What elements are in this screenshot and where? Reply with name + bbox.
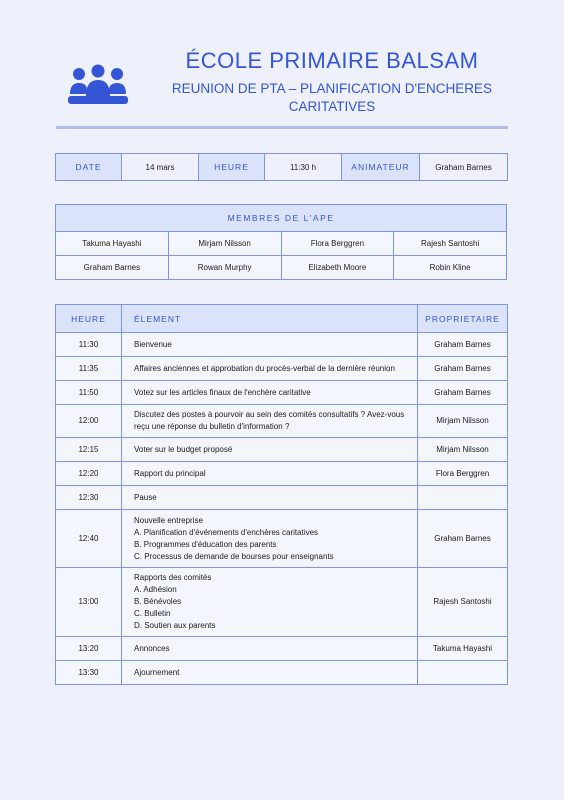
agenda-item-line: Affaires anciennes et approbation du procès-verbal de la dernière réunion [134, 363, 395, 373]
agenda-item-line: Bienvenue [134, 339, 172, 349]
agenda-item-line: Rapport du principal [134, 468, 206, 478]
agenda-item-line: Votez sur les articles finaux de l'enchère caritative [134, 387, 311, 397]
agenda-item [122, 438, 418, 462]
agenda-item-line: reçu une réponse du bulletin d'information ? [134, 422, 290, 431]
time-label: HEURE [199, 154, 265, 181]
member-name: Takuma Hayashi [56, 232, 169, 256]
agenda-item-line: C. Bulletin [134, 609, 171, 618]
agenda-time: 12:30 [56, 486, 122, 510]
agenda-owner: Mirjam Nilsson [418, 438, 508, 462]
header-divider [56, 126, 508, 129]
agenda-owner: Takuma Hayashi [418, 637, 508, 661]
meeting-info-table [55, 153, 508, 181]
members-table [55, 204, 507, 280]
agenda-item [122, 637, 418, 661]
agenda-owner: Graham Barnes [418, 333, 508, 357]
agenda-item-line: Ajournement [134, 667, 180, 677]
agenda-item-line: A. Planification d'événements d'enchères caritatives [134, 527, 319, 537]
agenda-owner: Mirjam Nilsson [418, 405, 508, 438]
agenda-item-line: D. Soutien aux parents [134, 621, 216, 630]
agenda-owner: Rajesh Santoshi [418, 568, 508, 637]
agenda-row [56, 438, 508, 462]
agenda-item-line: Nouvelle entreprise [134, 515, 203, 525]
agenda-item [122, 381, 418, 405]
agenda-row [56, 486, 508, 510]
agenda-item-line: Rapports des comités [134, 573, 212, 582]
agenda-time: 12:15 [56, 438, 122, 462]
agenda-owner: Flora Berggren [418, 462, 508, 486]
people-group-icon [68, 64, 128, 106]
agenda-item-line: A. Adhésion [134, 585, 177, 594]
subtitle-line-2: CARITATIVES [288, 99, 376, 114]
agenda-item-line: Pause [134, 492, 157, 502]
agenda-owner: Graham Barnes [418, 357, 508, 381]
agenda-item [122, 486, 418, 510]
agenda-owner: Graham Barnes [418, 381, 508, 405]
agenda-time: 11:35 [56, 357, 122, 381]
time-value: 11:30 h [265, 154, 342, 181]
agenda-body [56, 333, 508, 685]
agenda-time: 12:00 [56, 405, 122, 438]
agenda-time: 13:00 [56, 568, 122, 637]
agenda-item [122, 510, 418, 568]
document-header [56, 46, 508, 128]
agenda-item [122, 333, 418, 357]
agenda-item-line: Voter sur le budget proposé [134, 444, 233, 454]
agenda-item-line: Annonces [134, 643, 170, 653]
agenda-time: 12:40 [56, 510, 122, 568]
agenda-time: 12:20 [56, 462, 122, 486]
subtitle-line-1: REUNION DE PTA – PLANIFICATION D'ENCHERES [171, 81, 493, 96]
members-heading: MEMBRES DE L'APE [56, 205, 507, 232]
host-label: ANIMATEUR [342, 154, 420, 181]
agenda-row [56, 637, 508, 661]
agenda-time: 13:20 [56, 637, 122, 661]
agenda-col-time: HEURE [56, 305, 122, 333]
members-row [56, 256, 507, 280]
agenda-row [56, 357, 508, 381]
agenda-item [122, 462, 418, 486]
agenda-item-line: B. Programmes d'éducation des parents [134, 539, 277, 549]
agenda-time: 11:50 [56, 381, 122, 405]
agenda-row [56, 333, 508, 357]
agenda-col-item: ÉLEMENT [122, 305, 418, 333]
member-name: Robin Kline [394, 256, 507, 280]
agenda-item [122, 405, 418, 438]
agenda-row [56, 661, 508, 685]
member-name: Mirjam Nilsson [168, 232, 281, 256]
host-value: Graham Barnes [420, 154, 508, 181]
agenda-row [56, 381, 508, 405]
page-title: ÉCOLE PRIMAIRE BALSAM [185, 48, 479, 73]
date-value: 14 mars [122, 154, 199, 181]
agenda-owner: Graham Barnes [418, 510, 508, 568]
member-name: Rowan Murphy [168, 256, 281, 280]
agenda-col-owner: PROPRIETAIRE [418, 305, 508, 333]
agenda-item-line: B. Bénévoles [134, 597, 182, 606]
member-name: Graham Barnes [56, 256, 169, 280]
members-row [56, 232, 507, 256]
member-name: Flora Berggren [281, 232, 394, 256]
date-label: DATE [56, 154, 122, 181]
agenda-row [56, 462, 508, 486]
agenda-row [56, 405, 508, 438]
agenda-table [55, 304, 508, 685]
agenda-item [122, 568, 418, 637]
member-name: Elizabeth Moore [281, 256, 394, 280]
agenda-item-line: Discutez des postes à pourvoir au sein des comités consultatifs ? Avez-vous [134, 410, 405, 419]
agenda-item-line: C. Processus de demande de bourses pour enseignants [134, 551, 334, 561]
agenda-item [122, 661, 418, 685]
agenda-row [56, 510, 508, 568]
page-subtitle [156, 80, 508, 116]
agenda-time: 13:30 [56, 661, 122, 685]
member-name: Rajesh Santoshi [394, 232, 507, 256]
agenda-owner [418, 486, 508, 510]
agenda-item [122, 357, 418, 381]
agenda-time: 11:30 [56, 333, 122, 357]
agenda-owner [418, 661, 508, 685]
agenda-row [56, 568, 508, 637]
